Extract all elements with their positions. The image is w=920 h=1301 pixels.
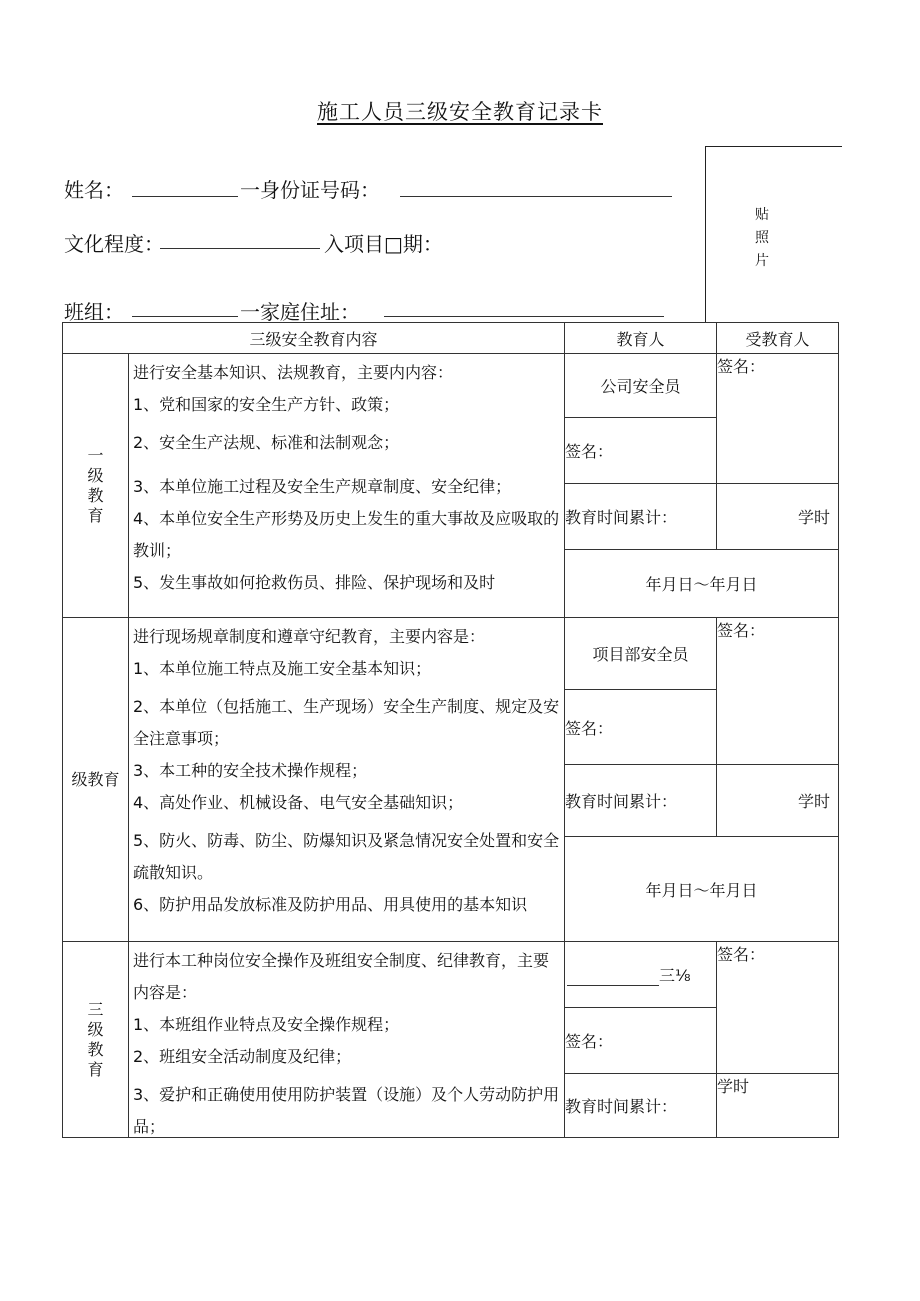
list-item: 4、高处作业、机械设备、电气安全基础知识； [133,793,464,812]
address-field[interactable] [384,316,664,317]
level-3-hours-unit[interactable]: 学时 [717,1074,839,1138]
list-item: 3、爱护和正确使用使用防护装置（设施）及个人劳动防护用品； [133,1085,560,1136]
education-label: 文化程度： [64,232,164,256]
level-2-date-range[interactable]: 年月日～年月日 [565,837,839,942]
address-label: 一家庭住址： [240,300,360,324]
level-1-educator: 公司安全员 [565,354,717,418]
level-3-hours-label: 教育时间累计： [565,1074,717,1138]
list-item: 进行安全基本知识、法规教育，主要内内容： [133,363,454,382]
level-2-hours-label: 教育时间累计： [565,764,717,836]
level-3-content [129,942,565,1138]
list-item: 进行本工种岗位安全操作及班组安全制度、纪律教育，主要内容是： [133,951,550,1002]
entry-date-label: 入项目□期： [324,232,443,256]
list-item: 2、安全生产法规、标准和法制观念； [133,433,400,452]
list-item: 1、本班组作业特点及安全操作规程； [133,1015,400,1034]
id-number-field[interactable] [400,196,672,197]
level-3-educator-cell [565,942,717,1008]
team-label: 班组： [64,300,124,324]
team-field[interactable] [132,316,238,317]
list-item: 6、防护用品发放标准及防护用品、用具使用的基本知识 [133,895,528,914]
list-item: 3、本单位施工过程及安全生产规章制度、安全纪律； [133,477,512,496]
level-3-label: 三 级 教 育 [63,942,129,1138]
level-1-educatee-sign[interactable]: 签名： [717,354,839,484]
id-number-label: 一身份证号码： [240,178,380,202]
level-3-educator: 三⅛ [659,966,691,985]
level-1-label: 一 级 教 育 [63,354,129,618]
list-item: 4、本单位安全生产形势及历史上发生的重大事故及应吸取的教训； [133,509,560,560]
header-educatee: 受教育人 [717,323,839,354]
list-item: 进行现场规章制度和遵章守纪教育，主要内容是： [133,627,486,646]
list-item: 3、本工种的安全技术操作规程； [133,761,368,780]
level-2-hours-unit[interactable]: 学时 [717,764,839,836]
list-item: 5、发生事故如何抢救伤员、排险、保护现场和及时 [133,573,496,592]
photo-label-line: 贴 [755,207,769,223]
page-title: 施工人员三级安全教育记录卡 [317,100,603,124]
level-1-date-range[interactable]: 年月日～年月日 [565,550,839,618]
level-1-educator-sign[interactable]: 签名： [565,418,717,484]
table-header [63,323,839,354]
list-item: 1、党和国家的安全生产方针、政策； [133,395,400,414]
name-label: 姓名： [64,178,124,202]
level-2-content [129,618,565,942]
photo-label [755,204,769,273]
education-table [62,322,839,1138]
level-2-educatee-sign[interactable]: 签名： [717,618,839,765]
level-1-content [129,354,565,618]
header-content: 三级安全教育内容 [63,323,565,354]
list-item: 1、本单位施工特点及施工安全基本知识； [133,659,432,678]
level-2-label: 级教育 [63,618,129,942]
list-item: 2、本单位（包括施工、生产现场）安全生产制度、规定及安全注意事项； [133,697,560,748]
photo-label-line: 照 [755,230,769,246]
level-3-educator-sign[interactable]: 签名： [565,1008,717,1074]
level-2-educator: 项目部安全员 [565,618,717,690]
level-2-educator-sign[interactable]: 签名： [565,690,717,764]
name-field[interactable] [132,196,238,197]
education-field[interactable] [160,248,320,249]
photo-box [705,146,842,323]
photo-label-line: 片 [755,253,769,269]
level-3-educatee-sign[interactable]: 签名： [717,942,839,1074]
level-1-hours-unit[interactable]: 学时 [717,484,839,550]
level-1-hours-label: 教育时间累计： [565,484,717,550]
header-educator: 教育人 [565,323,717,354]
list-item: 2、班组安全活动制度及纪律； [133,1047,352,1066]
list-item: 5、防火、防毒、防尘、防爆知识及紧急情况安全处置和安全疏散知识。 [133,831,560,882]
level-3-educator-blank[interactable] [567,969,659,986]
